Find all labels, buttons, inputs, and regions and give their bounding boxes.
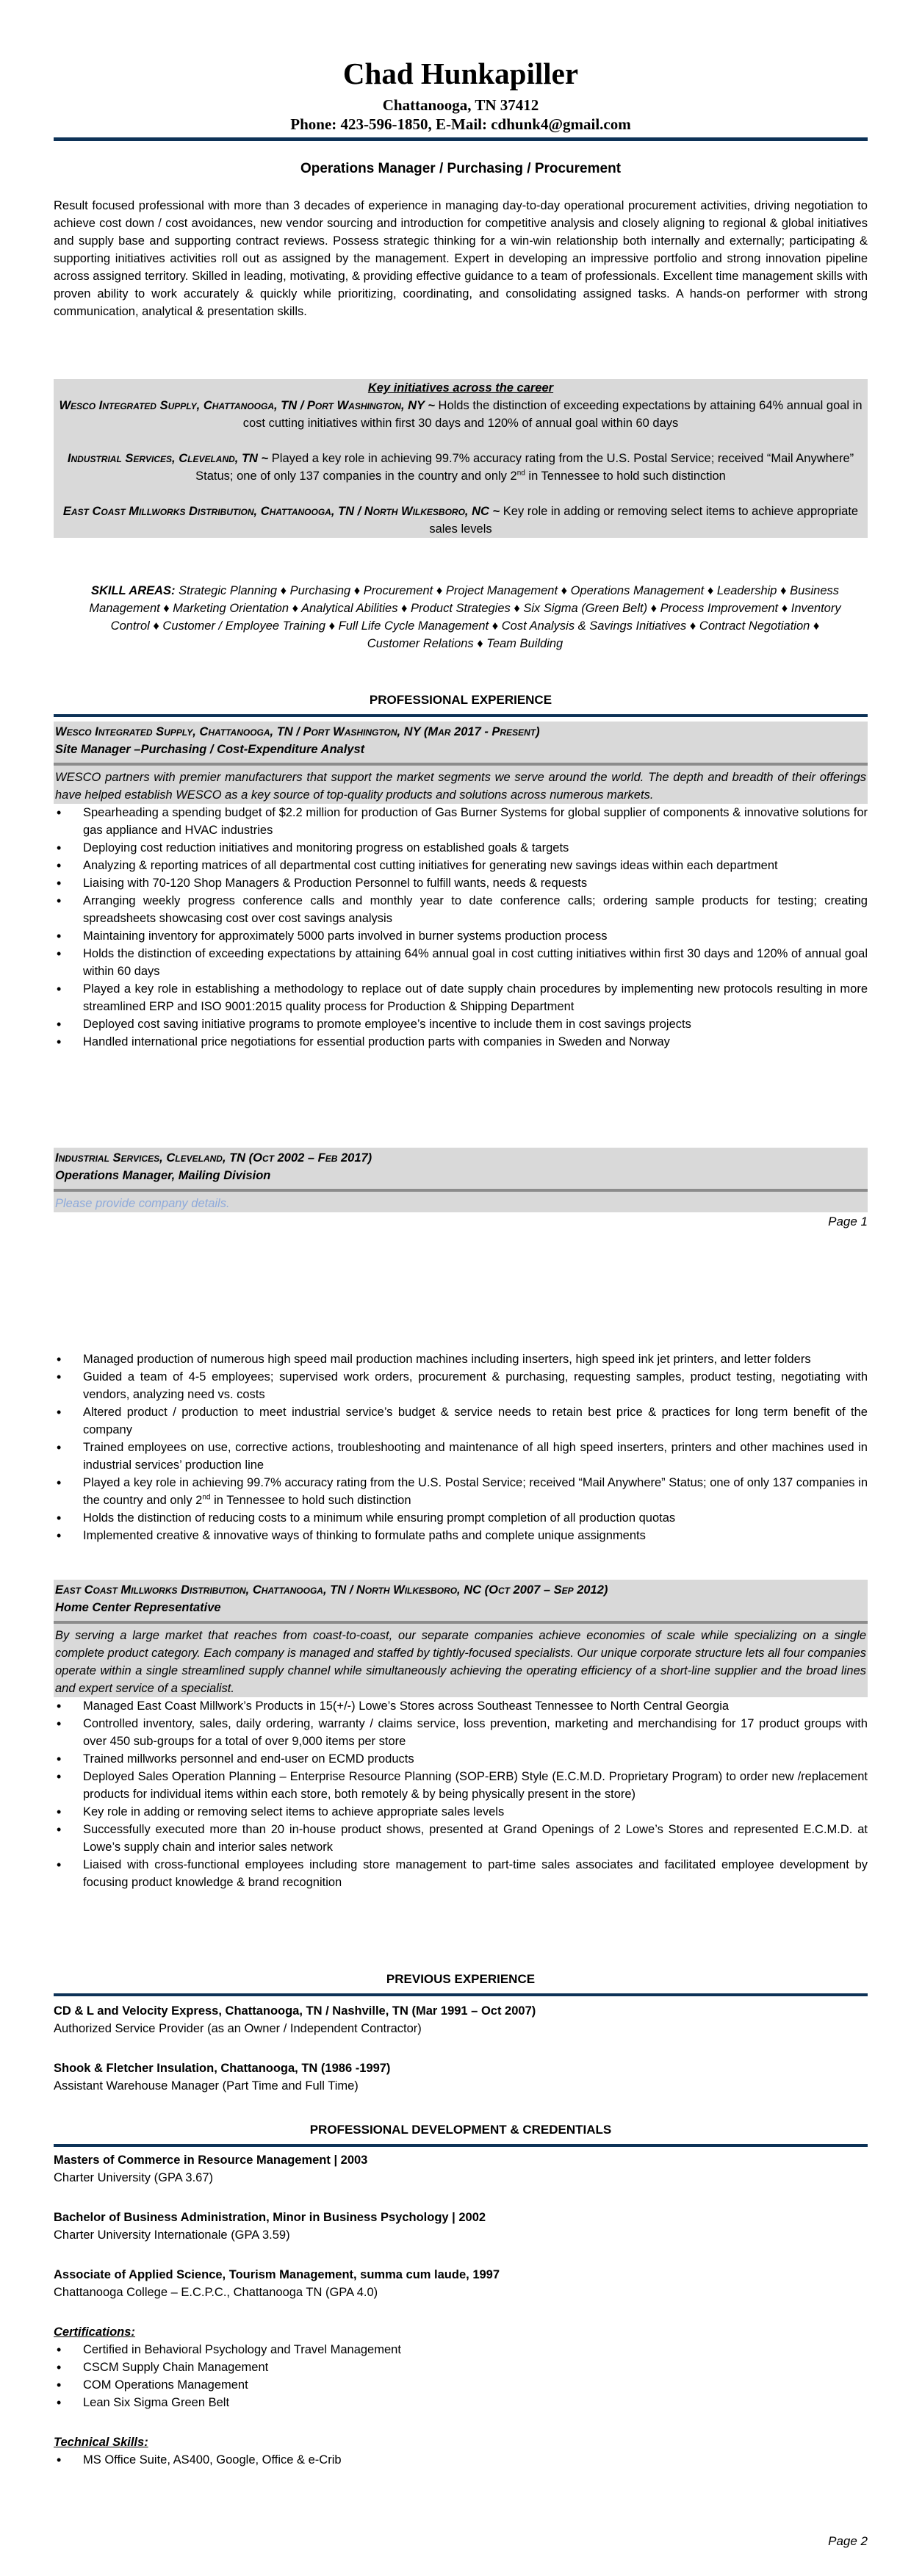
previous-entry — [54, 2059, 868, 2095]
list-item: • Trained employees on use, corrective actions, troubleshooting and maintenance of all high speed inserters, printers and other machines used in industrial services’ production line — [54, 1439, 868, 1474]
key-initiatives-title: Key initiatives across the career — [367, 381, 554, 395]
job-industrial-services-continued — [54, 1350, 868, 1544]
candidate-name: Chad Hunkapiller — [342, 57, 579, 90]
certifications-label: Certifications: — [54, 2325, 135, 2339]
job-company: East Coast Millworks Distribution, Chattanooga, TN / North Wilkesboro, NC (Oct 2007 – Sep 2012) — [55, 1583, 608, 1597]
job-description: By serving a large market that reaches from coast-to-coast, our separate companies achieve economies of scale while specializing on a single complete product category. Each company is managed and staffed by tightly-focused specialists. Our unique corporate structure lets all four companies operate within a single streamlined supply channel while simultaneously achieving the operating efficiency of a short-line supplier and the broad lines and expert service of a specialist. — [54, 1624, 868, 1697]
job-header — [54, 1580, 868, 1624]
headline: Operations Manager / Purchasing / Procurement — [300, 161, 622, 176]
list-item — [54, 1474, 868, 1509]
list-item: • Played a key role in establishing a methodology to replace out of date supply chain procedures by implementing new protocols resulting in more streamlined ERP and ISO 9001:2015 quality process for Production & Shipping Department — [54, 980, 868, 1015]
list-item: • CSCM Supply Chain Management — [54, 2359, 868, 2376]
key-initiative-text: in Tennessee to hold such distinction — [525, 469, 726, 483]
entry-subtitle: Assistant Warehouse Manager (Part Time and Full Time) — [54, 2079, 359, 2093]
technical-skills — [54, 2433, 868, 2469]
job-bullets — [54, 1350, 868, 1544]
certifications — [54, 2323, 868, 2411]
institution: Charter University (GPA 3.67) — [54, 2171, 214, 2184]
list-item: • Trained millworks personnel and end-user on ECMD products — [54, 1750, 868, 1768]
page-number: Page 2 — [828, 2534, 868, 2548]
key-initiative-item — [57, 450, 865, 485]
candidate-contact: Phone: 423-596-1850, E-Mail: cdhunk4@gmail.com — [290, 115, 631, 133]
key-initiative-company: Wesco Integrated Supply, Chattanooga, TN / Port Washington, NY ~ — [59, 399, 435, 412]
list-item: • Holds the distinction of exceeding expectations by attaining 64% annual goal in cost cutting initiatives within first 30 days and 120% of annual goal within 60 days — [54, 945, 868, 980]
degree-title: Masters of Commerce in Resource Management | 2003 — [54, 2154, 368, 2167]
section-rule — [54, 1993, 868, 1996]
list-item: • Managed East Coast Millwork’s Products in 15(+/-) Lowe’s Stores across Southeast Tennessee to North Central Georgia — [54, 1697, 868, 1715]
job-header — [54, 722, 868, 766]
list-item: • COM Operations Management — [54, 2376, 868, 2394]
key-initiative-text: Holds the distinction of exceeding expectations by attaining 64% annual goal in cost cutting initiatives within first 30 days and 120% of annual goal within 60 days — [242, 399, 863, 430]
education-entry — [54, 2151, 868, 2187]
job-industrial-services — [54, 1148, 868, 1212]
list-item: • Holds the distinction of reducing costs to a minimum while ensuring prompt completion of all production quotas — [54, 1509, 868, 1527]
institution: Charter University Internationale (GPA 3.59) — [54, 2228, 290, 2242]
list-item: • Liaising with 70-120 Shop Managers & Production Personnel to fulfill wants, needs & requests — [54, 874, 868, 892]
section-credentials — [54, 2122, 868, 2469]
list-item: • Handled international price negotiations for essential production parts with companies in Sweden and Norway — [54, 1033, 868, 1051]
header-rule — [54, 137, 868, 141]
degree-title: Associate of Applied Science, Tourism Management, summa cum laude, 1997 — [54, 2268, 500, 2281]
key-initiative-text: Key role in adding or removing select items to achieve appropriate sales levels — [429, 505, 859, 536]
candidate-address: Chattanooga, TN 37412 — [382, 96, 539, 114]
section-professional-experience — [54, 692, 868, 717]
degree-title: Bachelor of Business Administration, Minor in Business Psychology | 2002 — [54, 2211, 486, 2224]
section-rule — [54, 2144, 868, 2147]
list-item: • Analyzing & reporting matrices of all departmental cost cutting initiatives for generating new savings ideas within each department — [54, 857, 868, 874]
previous-entry — [54, 2002, 868, 2037]
job-company: Industrial Services, Cleveland, TN (Oct 2002 – Feb 2017) — [55, 1151, 372, 1165]
section-previous-experience — [54, 1971, 868, 2095]
certifications-list — [54, 2341, 868, 2411]
list-item: • Spearheading a spending budget of $2.2 million for production of Gas Burner Systems for global supplier of components & innovative solutions for gas appliance and HVAC industries — [54, 804, 868, 839]
job-title: Operations Manager, Mailing Division — [55, 1169, 271, 1182]
bullet-text: in Tennessee to hold such distinction — [210, 1494, 411, 1507]
technical-skills-list — [54, 2451, 868, 2469]
list-item: • Managed production of numerous high speed mail production machines including inserters, high speed ink jet printers, and letter folders — [54, 1350, 868, 1368]
job-bullets — [54, 1697, 868, 1891]
job-title: Home Center Representative — [55, 1601, 221, 1614]
job-title: Site Manager –Purchasing / Cost-Expenditure Analyst — [55, 743, 365, 756]
list-item: • Lean Six Sigma Green Belt — [54, 2394, 868, 2411]
list-item: • Deployed cost saving initiative programs to promote employee’s incentive to include them in cost savings projects — [54, 1015, 868, 1033]
list-item: • Key role in adding or removing select items to achieve appropriate sales levels — [54, 1803, 868, 1821]
list-item: • Arranging weekly progress conference calls and monthly year to date conference calls; ordering sample products for testing; creating spreadsheets showcasing cost over cost savings analysis — [54, 892, 868, 927]
list-item: • Altered product / production to meet industrial service’s budget & service needs to retain best price & practices for long term benefit of the company — [54, 1403, 868, 1439]
key-initiative-item — [57, 397, 865, 432]
section-title: PROFESSIONAL DEVELOPMENT & CREDENTIALS — [309, 2123, 612, 2137]
education-entry — [54, 2209, 868, 2244]
entry-title: CD & L and Velocity Express, Chattanooga, TN / Nashville, TN (Mar 1991 – Oct 2007) — [54, 2004, 536, 2018]
list-item: • Liaised with cross-functional employees including store management to part-time sales associates and facilitated employee development by focusing product knowledge & brand recognition — [54, 1856, 868, 1891]
bullet-text: Played a key role in achieving 99.7% accuracy rating from the U.S. Postal Service; received “Mail Anywhere” Status; one of only 137 companies in the country and only 2 — [83, 1476, 868, 1507]
section-rule — [54, 714, 868, 717]
section-title: PROFESSIONAL EXPERIENCE — [369, 693, 552, 707]
job-east-coast-millworks — [54, 1580, 868, 1891]
page-number: Page 1 — [828, 1215, 868, 1228]
section-title: PREVIOUS EXPERIENCE — [386, 1972, 536, 1986]
key-initiative-text: Played a key role in achieving 99.7% accuracy rating from the U.S. Postal Service; received “Mail Anywhere” Status; one of only 137 companies in the country and only 2 — [195, 452, 854, 483]
job-company: Wesco Integrated Supply, Chattanooga, TN / Port Washington, NY (Mar 2017 - Present) — [55, 725, 540, 738]
list-item: • Certified in Behavioral Psychology and Travel Management — [54, 2341, 868, 2359]
key-initiative-company: East Coast Millworks Distribution, Chattanooga, TN / North Wilkesboro, NC ~ — [62, 505, 500, 518]
skill-areas-label: SKILL AREAS: — [90, 584, 176, 597]
education-entry — [54, 2266, 868, 2301]
technical-skills-label: Technical Skills: — [54, 2436, 148, 2449]
key-initiatives-box — [54, 379, 868, 538]
skill-areas-list: Strategic Planning ♦ Purchasing ♦ Procurement ♦ Project Management ♦ Operations Management ♦ Leadership ♦ Business Management ♦ Marketing Orientation ♦ Analytical Abilities ♦ Product Strategies ♦ Six Sigma (Green Belt) ♦ Process Improvement ♦ Inventory Control ♦ Customer / Employee Training ♦ Full Life Cycle Management ♦ Cost Analysis & Savings Initiatives ♦ Contract Negotiation ♦ Customer Relations ♦ Team Building — [89, 584, 841, 650]
list-item: • Maintaining inventory for approximately 5000 parts involved in burner systems production process — [54, 927, 868, 945]
entry-title: Shook & Fletcher Insulation, Chattanooga, TN (1986 -1997) — [54, 2062, 391, 2075]
list-item: • Successfully executed more than 20 in-house product shows, presented at Grand Openings of 2 Lowe’s Stores and represented E.C.M.D. at Lowe’s supply chain and interior sales network — [54, 1821, 868, 1856]
summary: Result focused professional with more than 3 decades of experience in managing day-to-day operational procurement activities, driving negotiation to achieve cost down / cost avoidances, new vendor sourcing and introduction for competitive analysis and closely aligning to regional & global initiatives and supply base and supporting contract reviews. Possess strategic thinking for a win-win relationship both internally and externally; participating & supporting initiatives activities roll out as assigned by the management. Expert in developing an impressive portfolio and strong innovation pipeline across assigned territory. Skilled in leading, motivating, & providing effective guidance to a team of professionals. Excellent time management skills with proven ability to work accurately & quickly while prioritizing, coordinating, and consolidating assigned tasks. A hands-on performer with strong communication, analytical & presentation skills. — [54, 199, 868, 318]
list-item: • Deploying cost reduction initiatives and monitoring progress on established goals & targets — [54, 839, 868, 857]
list-item: • Deployed Sales Operation Planning – Enterprise Resource Planning (SOP-ERB) Style (E.C.M.D. Proprietary Program) to order new /replacement products for individual items within each store, both remotely & by being physically present in the store) — [54, 1768, 868, 1803]
list-item: • MS Office Suite, AS400, Google, Office & e-Crib — [54, 2451, 868, 2469]
ordinal-suffix: nd — [516, 469, 525, 478]
job-header — [54, 1148, 868, 1192]
skill-areas — [87, 582, 843, 652]
ordinal-suffix: nd — [202, 1493, 211, 1502]
key-initiative-company: Industrial Services, Cleveland, TN ~ — [67, 452, 269, 465]
job-wesco — [54, 722, 868, 1051]
job-bullets — [54, 804, 868, 1051]
entry-subtitle: Authorized Service Provider (as an Owner / Independent Contractor) — [54, 2022, 422, 2035]
key-initiative-item — [57, 503, 865, 538]
list-item: • Guided a team of 4-5 employees; supervised work orders, procurement & purchasing, requesting samples, product testing, negotiating with vendors, analyzing need vs. costs — [54, 1368, 868, 1403]
list-item: • Implemented creative & innovative ways of thinking to formulate paths and complete unique assignments — [54, 1527, 868, 1544]
institution: Chattanooga College – E.C.P.C., Chattanooga TN (GPA 4.0) — [54, 2286, 378, 2299]
list-item: • Controlled inventory, sales, daily ordering, warranty / claims service, loss prevention, marketing and merchandising for 17 product groups with over 450 sub-groups for a total of over 9,000 items per store — [54, 1715, 868, 1750]
job-description: WESCO partners with premier manufacturers that support the market segments we serve around the world. The depth and breadth of their offerings have helped establish WESCO as a key source of top-quality products and solutions across numerous markets. — [54, 766, 868, 804]
job-description-placeholder: Please provide company details. — [54, 1192, 868, 1212]
